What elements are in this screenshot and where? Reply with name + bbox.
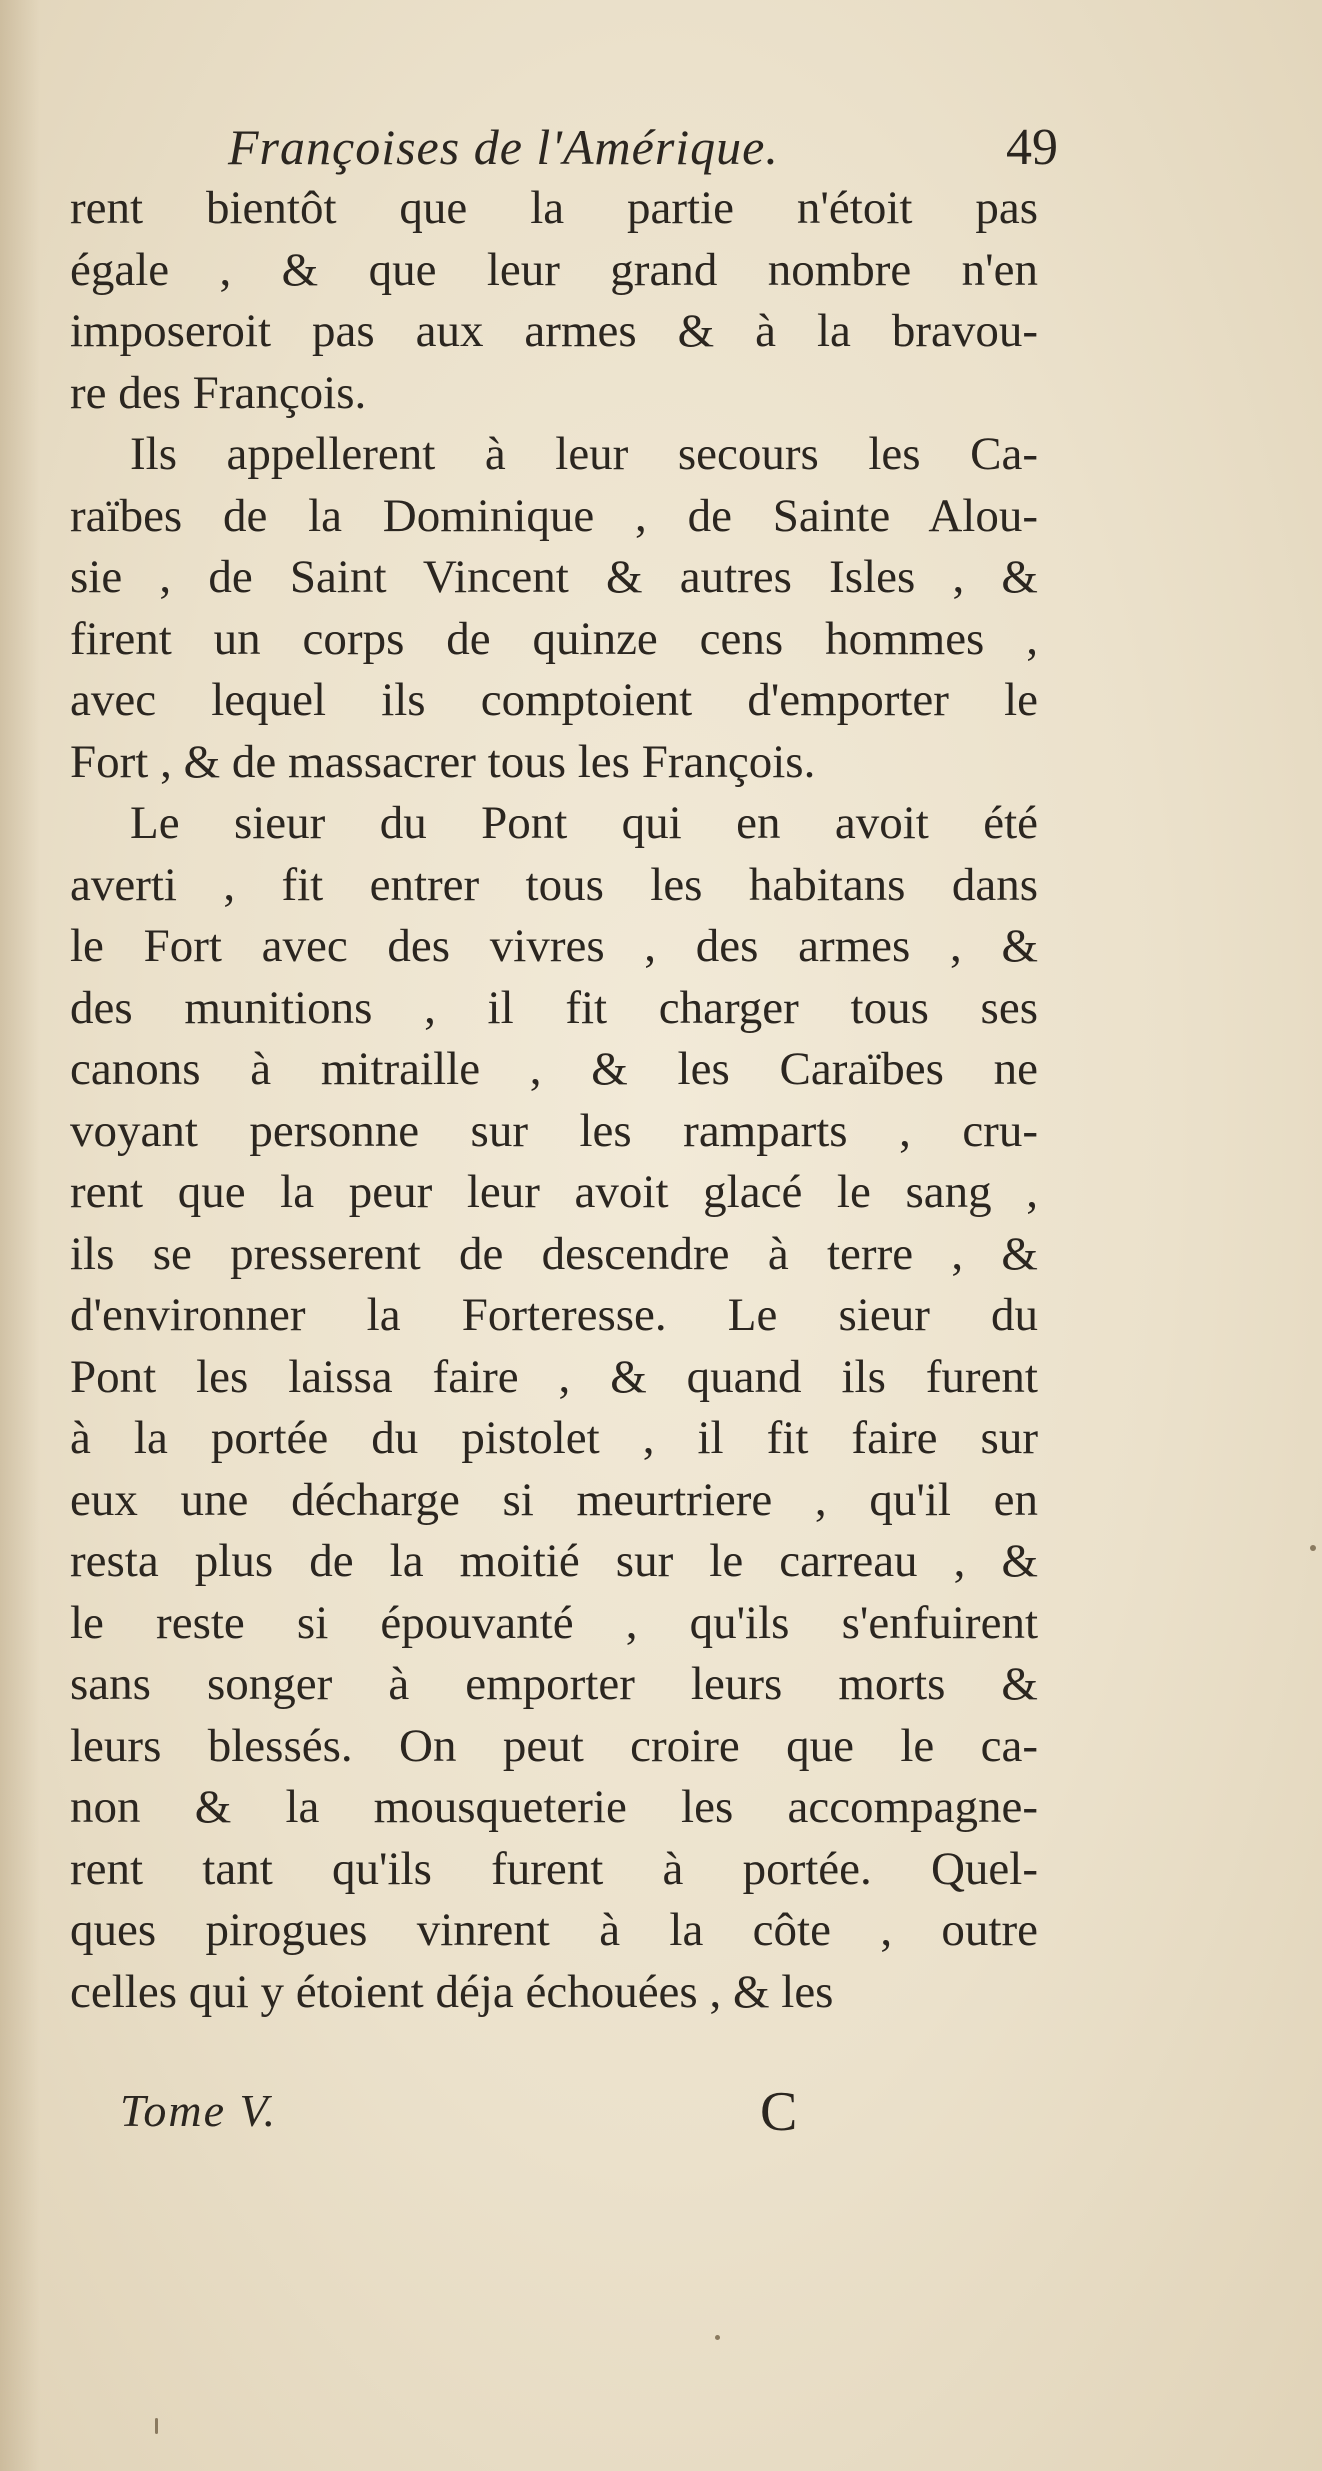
text-line: leurs blessés. On peut croire que le ca-	[70, 1719, 1038, 1772]
signature-mark: C	[760, 2081, 798, 2143]
text-line: à la portée du pistolet , il fit faire sur	[70, 1412, 1038, 1464]
text-line: ils se presserent de descendre à terre , &	[70, 1227, 1038, 1280]
text-line: celles qui y étoient déja échouées , & les	[70, 1965, 834, 2018]
text-line: avec lequel ils comptoient d'emporter le	[70, 674, 1038, 726]
text-line: ques pirogues vinrent à la côte , outre	[70, 1904, 1038, 1956]
paper-speck	[1310, 1545, 1316, 1551]
text-line: égale , & que leur grand nombre n'en	[70, 243, 1038, 296]
page-header	[228, 118, 1058, 184]
text-line: le reste si épouvanté , qu'ils s'enfuirent	[70, 1596, 1038, 1649]
volume-signature: Tome V.	[120, 2085, 278, 2136]
page-number: 49	[1006, 119, 1058, 176]
text-line: firent un corps de quinze cens hommes ,	[70, 612, 1038, 665]
body-text	[70, 178, 1038, 2023]
text-line: averti , fit entrer tous les habitans dans	[70, 858, 1038, 911]
paper-speck	[715, 2335, 720, 2340]
paragraph	[70, 178, 1038, 424]
running-title: Françoises de l'Amérique.	[228, 119, 779, 175]
text-line: rent bientôt que la partie n'étoit pas	[70, 182, 1038, 234]
text-line: re des François.	[70, 366, 367, 419]
text-line: imposeroit pas aux armes & à la bravou-	[70, 305, 1038, 357]
paragraph	[70, 424, 1038, 793]
text-line: Pont les laissa faire , & quand ils furent	[70, 1350, 1038, 1403]
text-line: sans songer à emporter leurs morts &	[70, 1658, 1038, 1710]
text-line: resta plus de la moitié sur le carreau , &	[70, 1535, 1038, 1587]
text-line: raïbes de la Dominique , de Sainte Alou-	[70, 489, 1038, 542]
text-line: eux une décharge si meurtriere , qu'il en	[70, 1473, 1038, 1526]
paper-speck	[155, 2418, 158, 2434]
text-line: Fort , & de massacrer tous les François.	[70, 735, 816, 788]
text-line: non & la mousqueterie les accompagne-	[70, 1781, 1038, 1833]
text-line: canons à mitraille , & les Caraïbes ne	[70, 1043, 1038, 1095]
text-line: des munitions , il fit charger tous ses	[70, 981, 1038, 1034]
text-line: sie , de Saint Vincent & autres Isles , &	[70, 551, 1038, 603]
paragraph	[70, 793, 1038, 2023]
text-line: d'environner la Forteresse. Le sieur du	[70, 1289, 1038, 1341]
text-line: rent que la peur leur avoit glacé le sang ,	[70, 1166, 1038, 1218]
text-line: voyant personne sur les ramparts , cru-	[70, 1104, 1038, 1157]
text-line: Ils appellerent à leur secours les Ca-	[130, 428, 1038, 480]
text-line: Le sieur du Pont qui en avoit été	[130, 797, 1038, 849]
text-line: le Fort avec des vivres , des armes , &	[70, 920, 1038, 972]
text-line: rent tant qu'ils furent à portée. Quel-	[70, 1842, 1038, 1895]
page-footer	[120, 2081, 820, 2154]
